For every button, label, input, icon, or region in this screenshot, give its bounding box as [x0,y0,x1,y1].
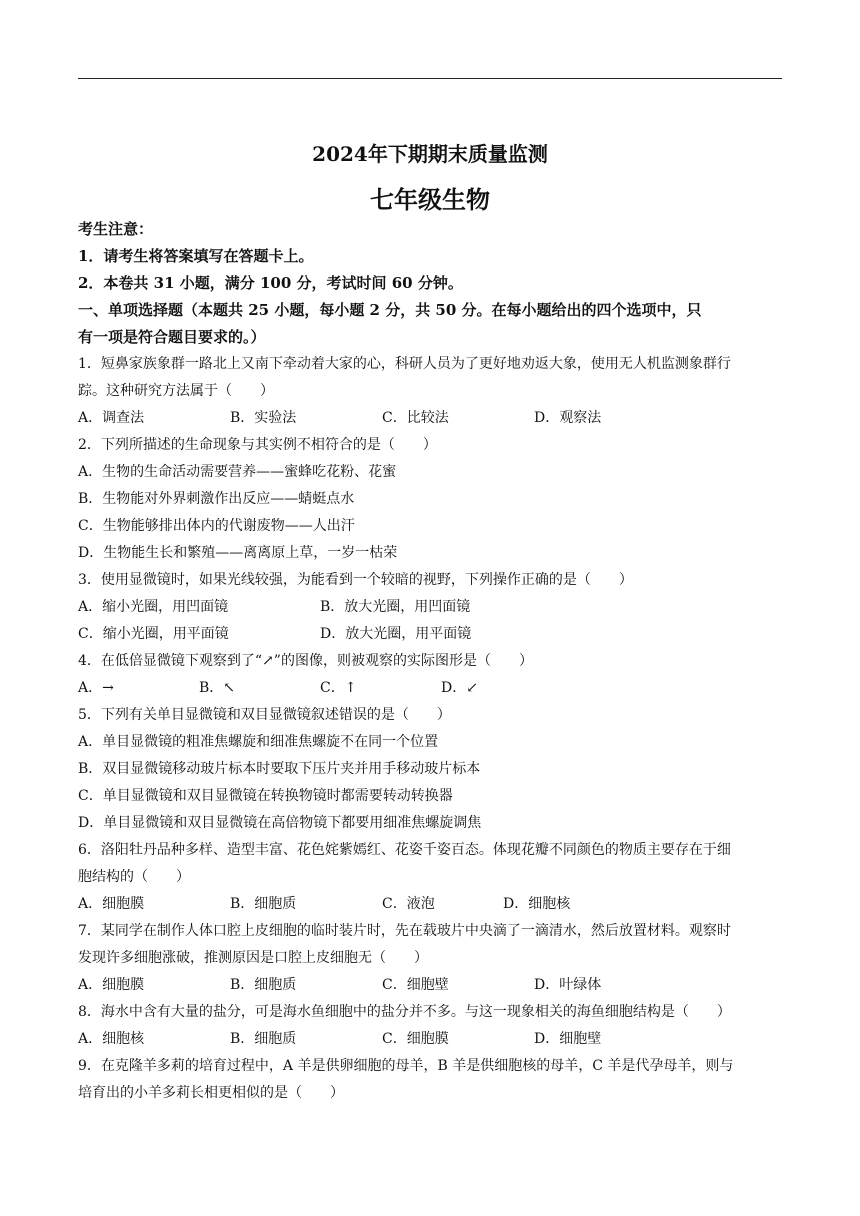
option-c: C．↑ [320,680,357,696]
question-1 [78,351,782,432]
question-stem: 8．海水中含有大量的盐分，可是海水鱼细胞中的盐分并不多。与这一现象相关的海鱼细胞结构是（ ） [78,1004,731,1020]
option-a: A．单目显微镜的粗准焦螺旋和细准焦螺旋不在同一个位置 [78,734,439,750]
option-b: B．细胞质 [230,977,297,993]
question-4 [78,648,782,702]
option-b: B．细胞质 [230,1031,297,1047]
option-d: D．↙ [441,680,478,696]
question-stem: 2．下列所描述的生命现象与其实例不相符合的是（ ） [78,437,437,453]
option-a: A．→ [78,680,114,696]
option-a: A．调查法 [78,410,145,426]
option-row [78,594,782,621]
option-c: C．缩小光圈，用平面镜 [78,626,229,642]
question-7 [78,918,782,999]
option-b: B．放大光圈，用凹面镜 [320,599,471,615]
option-d: D．细胞核 [503,896,571,912]
header-rule [78,78,782,79]
question-stem: 3．使用显微镜时，如果光线较强，为能看到一个较暗的视野，下列操作正确的是（ ） [78,572,633,588]
section-heading: 有一项是符合题目要求的。） [78,328,266,346]
option-row [78,1026,782,1053]
option-c: C．细胞膜 [382,1031,449,1047]
question-2 [78,432,782,567]
notice-item: 1．请考生将答案填写在答题卡上。 [78,247,314,265]
option-c: C．细胞壁 [382,977,449,993]
option-a: A．细胞膜 [78,977,145,993]
exam-title: 2024年下期期末质量监测 [312,142,548,166]
option-row [78,621,782,648]
option-c: C．单目显微镜和双目显微镜在转换物镜时都需要转动转换器 [78,788,453,804]
option-d: D．观察法 [534,410,602,426]
option-d: D．单目显微镜和双目显微镜在高倍物镜下都要用细准焦螺旋调焦 [78,815,482,831]
question-stem: 踪。这种研究方法属于（ ） [78,383,274,399]
question-stem: 1．短鼻家族象群一路北上又南下牵动着大家的心，科研人员为了更好地劝返大象，使用无人机监测象群行 [78,356,731,372]
option-a: A．生物的生命活动需要营养——蜜蜂吃花粉、花蜜 [78,464,397,480]
option-d: D．生物能生长和繁殖——离离原上草，一岁一枯荣 [78,545,398,561]
option-b: B．实验法 [230,410,297,426]
option-b: B．细胞质 [230,896,297,912]
option-b: B．生物能对外界刺激作出反应——蜻蜓点水 [78,491,355,507]
option-a: A．细胞膜 [78,896,145,912]
option-row [78,405,782,432]
option-c: C．比较法 [382,410,449,426]
question-stem: 5．下列有关单目显微镜和双目显微镜叙述错误的是（ ） [78,707,451,723]
question-stem: 4．在低倍显微镜下观察到了“↗”的图像，则被观察的实际图形是（ ） [78,653,533,669]
question-6 [78,837,782,918]
option-row [78,891,782,918]
question-5 [78,702,782,837]
question-stem: 发现许多细胞涨破，推测原因是口腔上皮细胞无（ ） [78,950,428,966]
option-a: A．缩小光圈，用凹面镜 [78,599,229,615]
option-d: D．叶绿体 [534,977,602,993]
question-stem: 培育出的小羊多莉长相更相似的是（ ） [78,1085,344,1101]
section-heading: 一、单项选择题（本题共 25 小题，每小题 2 分，共 50 分。在每小题给出的四个选项中，只 [78,301,702,319]
question-3 [78,567,782,648]
option-d: D．细胞壁 [534,1031,602,1047]
exam-content [78,216,782,1107]
question-8 [78,999,782,1053]
notice-item: 2．本卷共 31 小题，满分 100 分，考试时间 60 分钟。 [78,274,463,292]
exam-subject: 七年级生物 [370,185,490,214]
option-c: C．生物能够排出体内的代谢废物——人出汗 [78,518,355,534]
question-stem: 6．洛阳牡丹品种多样、造型丰富、花色姹紫嫣红、花姿千姿百态。体现花瓣不同颜色的物质主要存在于细 [78,842,731,858]
option-b: B．双目显微镜移动玻片标本时要取下压片夹并用手移动玻片标本 [78,761,481,777]
option-c: C．液泡 [382,896,435,912]
option-row [78,675,782,702]
question-stem: 7．某同学在制作人体口腔上皮细胞的临时装片时，先在载玻片中央滴了一滴清水，然后放置材料。观察时 [78,923,731,939]
notice-heading: 考生注意： [78,220,154,238]
option-d: D．放大光圈，用平面镜 [320,626,472,642]
option-a: A．细胞核 [78,1031,145,1047]
question-9 [78,1053,782,1107]
question-stem: 9．在克隆羊多莉的培育过程中，A 羊是供卵细胞的母羊，B 羊是供细胞核的母羊，C 羊是代孕母羊，则与 [78,1058,734,1074]
question-stem: 胞结构的（ ） [78,869,190,885]
option-b: B．↖ [199,680,236,696]
option-row [78,972,782,999]
